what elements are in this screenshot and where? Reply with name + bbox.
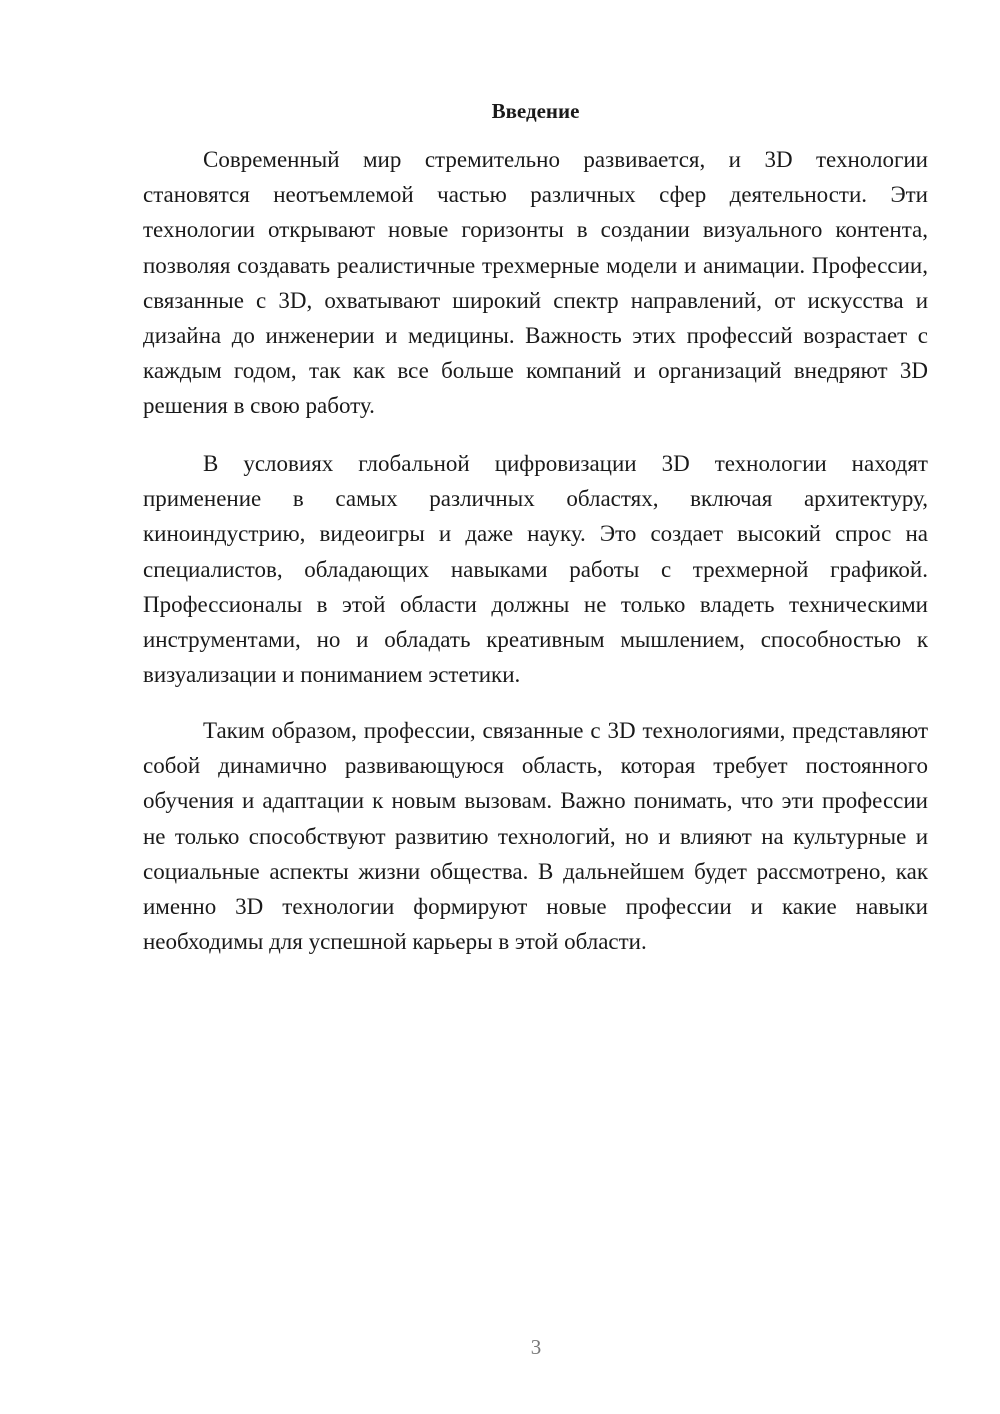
section-heading: Введение: [491, 99, 580, 123]
paragraph-2: В условиях глобальной цифровизации 3D технологии находят применение в самых различных областях, включая архитектуру, киноиндустрию, видеоигры и даже науку. Это создает высокий спрос на специалистов, обладающих навыками работы с трехмерной графикой. Профессионалы в этой области должны не только владеть техническими инструментами, но и обладать креативным мышлением, способностью к визуализации и пониманием эстетики.: [143, 451, 928, 688]
page-number: 3: [530, 1335, 542, 1359]
paragraph-3: Таким образом, профессии, связанные с 3D технологиями, представляют собой динамично развивающуюся область, которая требует постоянного обучения и адаптации к новым вызовам. Важно понимать, что эти профессии не только способствуют развитию технологий, но и влияют на культурные и социальные аспекты жизни общества. В дальнейшем будет рассмотрено, как именно 3D технологии формируют новые профессии и какие навыки необходимы для успешной карьеры в этой области.: [143, 718, 928, 955]
paragraph-1: Современный мир стремительно развивается, и 3D технологии становятся неотъемлемой частью различных сфер деятельности. Эти технологии открывают новые горизонты в создании визуального контента, позволяя создавать реалистичные трехмерные модели и анимации. Профессии, связанные с 3D, охватывают широкий спектр направлений, от искусства и дизайна до инженерии и медицины. Важность этих профессий возрастает с каждым годом, так как все больше компаний и организаций внедряют 3D решения в свою работу.: [143, 147, 928, 419]
